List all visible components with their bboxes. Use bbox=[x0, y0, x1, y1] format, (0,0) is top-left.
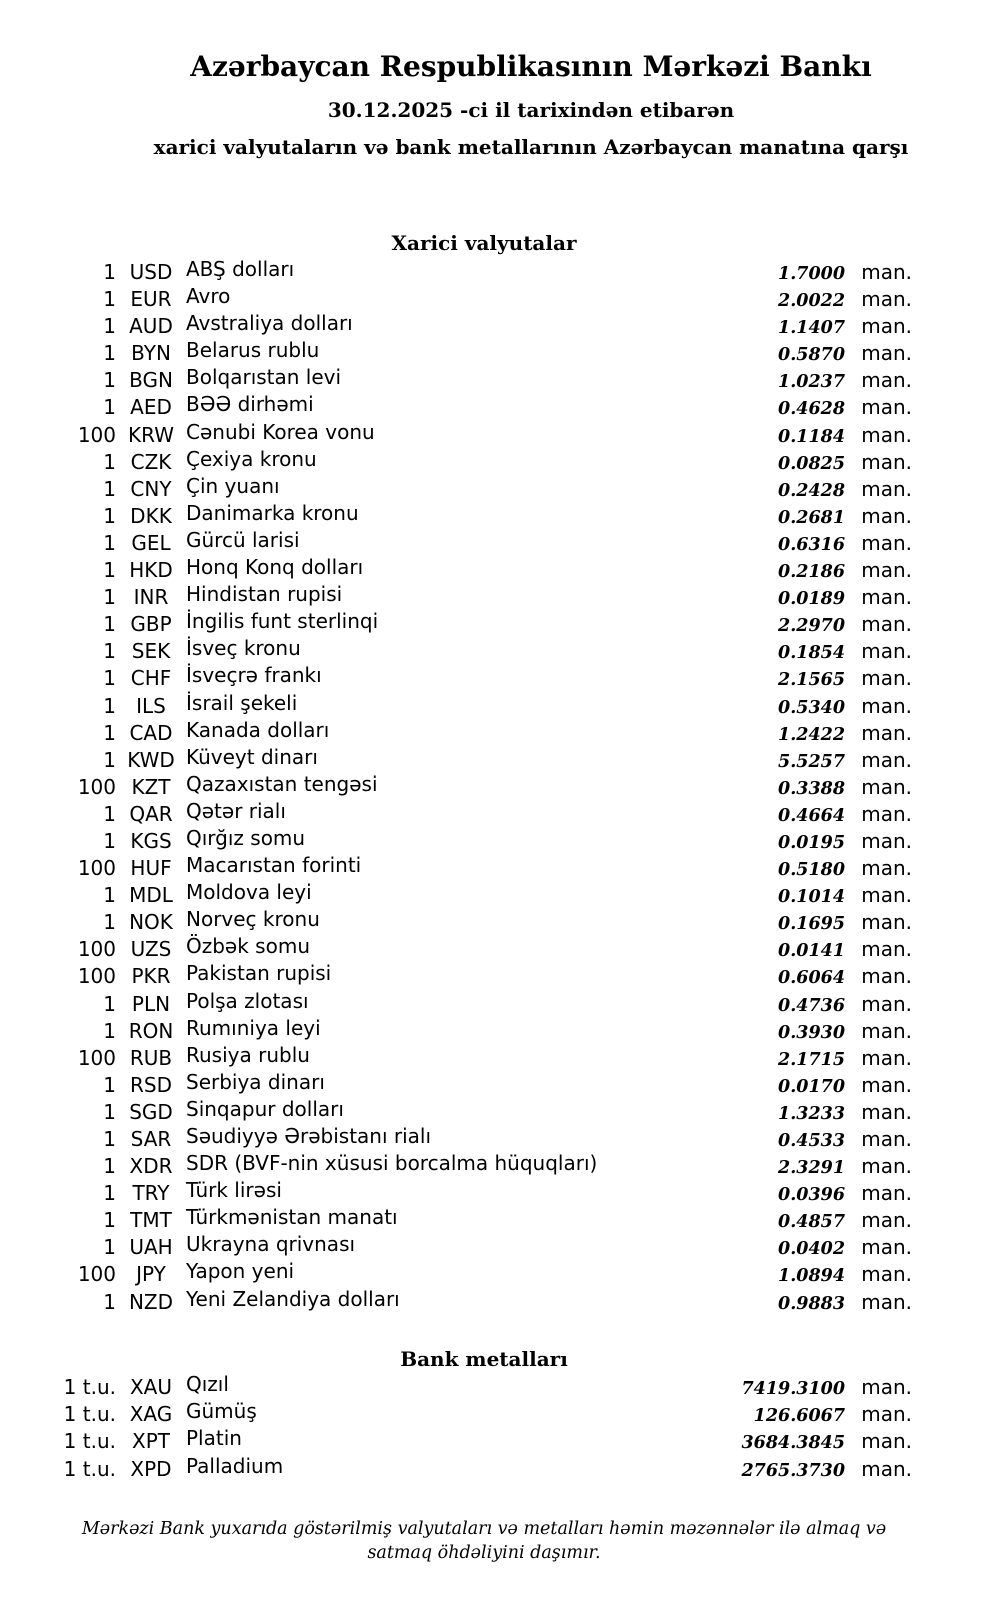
currency-unit: man. bbox=[861, 1099, 912, 1124]
metals-section bbox=[56, 1347, 912, 1485]
currency-unit: man. bbox=[861, 1154, 912, 1179]
currency-code: INR bbox=[133, 585, 169, 610]
currency-name: Danimarka kronu bbox=[186, 500, 359, 525]
currency-rate: 0.1695 bbox=[778, 914, 845, 935]
currency-row bbox=[56, 690, 912, 721]
currency-unit: man. bbox=[861, 937, 912, 962]
currency-code: BYN bbox=[131, 341, 171, 366]
currency-row bbox=[56, 392, 912, 422]
currencies-section-title: Xarici valyutalar bbox=[391, 231, 577, 255]
currency-name: Qətər rialı bbox=[186, 798, 286, 823]
currency-code: XDR bbox=[129, 1154, 173, 1179]
currency-code: BGN bbox=[129, 368, 173, 393]
currency-code: KWD bbox=[127, 747, 175, 772]
metal-rate: 7419.3100 bbox=[741, 1378, 845, 1399]
currency-quantity: 1 bbox=[103, 503, 116, 528]
currency-name: Avro bbox=[186, 284, 231, 309]
currency-rate: 2.3291 bbox=[778, 1158, 845, 1179]
metal-name: Platin bbox=[186, 1426, 242, 1451]
page-header bbox=[66, 50, 996, 159]
currency-row bbox=[56, 853, 912, 883]
currency-row bbox=[56, 880, 912, 910]
currency-unit: man. bbox=[861, 1235, 912, 1260]
currency-unit: man. bbox=[861, 1018, 912, 1043]
currency-rate: 0.0189 bbox=[778, 589, 845, 610]
currency-row bbox=[56, 1232, 912, 1262]
currency-quantity: 1 bbox=[103, 1289, 116, 1314]
currency-unit: man. bbox=[861, 1045, 912, 1070]
currency-unit: man. bbox=[861, 720, 912, 745]
currency-name: Yeni Zelandiya dolları bbox=[186, 1286, 400, 1311]
currency-name: Belarus rublu bbox=[186, 338, 320, 363]
currency-quantity: 100 bbox=[77, 937, 116, 962]
currencies-section bbox=[56, 231, 912, 1317]
currency-rate: 0.3930 bbox=[778, 1022, 845, 1043]
currency-unit: man. bbox=[861, 287, 912, 312]
currency-unit: man. bbox=[861, 883, 912, 908]
currency-quantity: 1 bbox=[103, 585, 116, 610]
currency-quantity: 100 bbox=[77, 1045, 116, 1070]
metals-section-title: Bank metalları bbox=[400, 1346, 568, 1371]
currency-code: SAR bbox=[130, 1127, 172, 1151]
currency-name: Rusiya rublu bbox=[186, 1042, 310, 1067]
currency-rate: 5.5257 bbox=[778, 751, 845, 772]
currency-name: Serbiya dinarı bbox=[186, 1069, 325, 1094]
currency-code: UZS bbox=[130, 937, 172, 962]
currency-quantity: 1 bbox=[103, 991, 116, 1016]
currency-name: Çexiya kronu bbox=[186, 446, 317, 471]
currency-rate: 0.2681 bbox=[778, 507, 845, 528]
metal-rate: 126.6067 bbox=[753, 1406, 845, 1427]
currency-code: RUB bbox=[129, 1045, 173, 1070]
currency-name: İngilis funt sterlinqi bbox=[186, 609, 379, 634]
currency-unit: man. bbox=[861, 341, 912, 366]
currency-row bbox=[56, 338, 912, 368]
currency-quantity: 1 bbox=[103, 341, 116, 366]
currency-row bbox=[56, 907, 912, 937]
currency-quantity: 1 bbox=[103, 287, 116, 312]
currency-name: Polşa zlotası bbox=[186, 988, 309, 1013]
currency-rate: 0.4664 bbox=[778, 805, 845, 826]
currency-rate: 1.0894 bbox=[778, 1266, 845, 1287]
currency-code: TMT bbox=[130, 1208, 172, 1233]
currency-unit: man. bbox=[861, 964, 912, 989]
currency-row bbox=[56, 527, 912, 558]
currency-code: CZK bbox=[130, 449, 172, 474]
currency-quantity: 1 bbox=[103, 395, 116, 420]
currency-code: EUR bbox=[130, 287, 172, 312]
currency-rate: 0.6064 bbox=[778, 968, 845, 989]
currency-quantity: 1 bbox=[103, 314, 116, 339]
currency-row bbox=[56, 419, 912, 450]
currency-row bbox=[56, 961, 912, 991]
currency-rate: 0.4736 bbox=[778, 995, 845, 1016]
currency-code: CAD bbox=[129, 720, 173, 745]
currency-rate: 2.2970 bbox=[778, 616, 845, 637]
currency-rate: 0.0141 bbox=[778, 941, 845, 962]
currency-unit: man. bbox=[861, 260, 912, 284]
currency-name: Türk lirəsi bbox=[186, 1178, 282, 1203]
bank-title: Azərbaycan Respublikasının Mərkəzi Bankı bbox=[190, 50, 872, 83]
currency-row bbox=[56, 1205, 912, 1235]
metal-code: XPD bbox=[130, 1456, 172, 1481]
currency-code: GEL bbox=[131, 530, 171, 555]
currency-row bbox=[56, 1015, 912, 1046]
currency-quantity: 1 bbox=[103, 828, 116, 853]
currency-rate: 1.0237 bbox=[778, 372, 845, 393]
currency-name: Küveyt dinarı bbox=[186, 744, 318, 769]
currency-rate: 0.5340 bbox=[778, 697, 845, 718]
currency-code: HUF bbox=[130, 856, 172, 881]
currency-name: Qırğız somu bbox=[186, 825, 306, 850]
currency-name: Kanada dolları bbox=[186, 717, 330, 742]
currency-rate: 0.1854 bbox=[778, 643, 845, 664]
metal-quantity: 1 t.u. bbox=[63, 1374, 116, 1399]
currency-unit: man. bbox=[861, 1289, 912, 1314]
currency-row bbox=[56, 365, 912, 395]
currency-quantity: 100 bbox=[77, 774, 116, 799]
currency-row bbox=[56, 284, 912, 314]
currency-quantity: 100 bbox=[77, 964, 116, 989]
currency-rate: 0.0402 bbox=[778, 1239, 845, 1260]
currency-row bbox=[56, 934, 912, 964]
currency-code: AUD bbox=[129, 314, 173, 339]
currency-quantity: 1 bbox=[103, 747, 116, 772]
currency-row bbox=[56, 311, 912, 341]
currency-quantity: 1 bbox=[103, 260, 116, 284]
currency-row bbox=[56, 1124, 912, 1154]
currency-quantity: 1 bbox=[103, 1235, 116, 1260]
currency-code: AED bbox=[130, 395, 172, 420]
currency-rate: 0.1014 bbox=[778, 887, 845, 908]
currency-rate: 0.3388 bbox=[778, 778, 845, 799]
currency-name: SDR (BVF-nin xüsusi borcalma hüquqları) bbox=[186, 1151, 598, 1176]
currency-rate: 2.1565 bbox=[778, 670, 845, 691]
currency-code: CHF bbox=[130, 666, 172, 691]
metal-name: Palladium bbox=[186, 1453, 284, 1478]
currency-quantity: 1 bbox=[103, 693, 116, 718]
metals-table bbox=[56, 1371, 912, 1485]
metal-quantity: 1 t.u. bbox=[63, 1429, 116, 1454]
currency-name: Türkmənistan manatı bbox=[186, 1205, 398, 1230]
metal-name: Qızıl bbox=[186, 1371, 229, 1396]
metal-row bbox=[56, 1399, 912, 1429]
currency-table bbox=[56, 257, 912, 1317]
currency-unit: man. bbox=[861, 585, 912, 610]
currency-name: Avstraliya dolları bbox=[186, 311, 353, 336]
metal-unit: man. bbox=[861, 1429, 912, 1454]
currency-name: Səudiyyə Ərəbistanı rialı bbox=[186, 1124, 432, 1148]
metal-unit: man. bbox=[861, 1456, 912, 1481]
metal-row bbox=[56, 1426, 912, 1456]
currency-quantity: 1 bbox=[103, 1181, 116, 1206]
currency-name: Bolqarıstan levi bbox=[186, 365, 342, 390]
currency-code: NZD bbox=[128, 1289, 174, 1314]
currency-name: Pakistan rupisi bbox=[186, 961, 332, 986]
currency-quantity: 1 bbox=[103, 910, 116, 935]
metal-row bbox=[56, 1453, 912, 1484]
currency-unit: man. bbox=[861, 747, 912, 772]
page-subtitle: xarici valyutaların və bank metallarının Azərbaycan manatına qarşı bbox=[153, 135, 909, 159]
currency-row bbox=[56, 609, 912, 639]
page-footer bbox=[56, 1517, 912, 1565]
currency-row bbox=[56, 473, 912, 504]
currency-quantity: 1 bbox=[103, 883, 116, 908]
metal-row bbox=[56, 1371, 912, 1402]
currency-row bbox=[56, 798, 912, 829]
currency-code: UAH bbox=[129, 1235, 173, 1260]
currency-row bbox=[56, 1259, 912, 1289]
disclaimer-text: Mərkəzi Bank yuxarıda göstərilmiş valyutaları və metalları həmin məzənnələr ilə almaq və satmaq öhdəliyini daşımır. bbox=[81, 1519, 887, 1564]
currency-unit: man. bbox=[861, 558, 912, 583]
currency-row bbox=[56, 825, 912, 856]
currency-unit: man. bbox=[861, 530, 912, 555]
currency-code: KRW bbox=[128, 422, 174, 447]
currency-unit: man. bbox=[861, 991, 912, 1016]
currency-code: JPY bbox=[136, 1262, 166, 1287]
currency-rate: 0.0170 bbox=[778, 1076, 845, 1097]
currency-code: RON bbox=[128, 1018, 174, 1043]
currency-quantity: 1 bbox=[103, 1154, 116, 1179]
metal-quantity: 1 t.u. bbox=[63, 1402, 116, 1427]
currency-rate: 0.6316 bbox=[778, 534, 845, 555]
currency-row bbox=[56, 717, 912, 748]
metal-unit: man. bbox=[861, 1402, 912, 1427]
currency-row bbox=[56, 582, 912, 612]
currency-rate: 0.4857 bbox=[778, 1212, 845, 1233]
currency-quantity: 1 bbox=[103, 558, 116, 583]
currency-unit: man. bbox=[861, 666, 912, 691]
currency-quantity: 1 bbox=[103, 1127, 116, 1151]
currency-quantity: 1 bbox=[103, 720, 116, 745]
currency-quantity: 1 bbox=[103, 368, 116, 393]
currency-name: Rumıniya leyi bbox=[186, 1015, 321, 1040]
currency-row bbox=[56, 988, 912, 1019]
currency-unit: man. bbox=[861, 801, 912, 826]
currency-row bbox=[56, 446, 912, 477]
currency-code: DKK bbox=[130, 503, 172, 528]
currency-code: ILS bbox=[136, 693, 166, 718]
currency-rate: 0.4533 bbox=[778, 1131, 845, 1151]
currency-code: KGS bbox=[130, 828, 172, 853]
currency-name: Qazaxıstan tengəsi bbox=[186, 771, 378, 796]
currency-row bbox=[56, 636, 912, 666]
currency-row bbox=[56, 1042, 912, 1073]
currency-code: QAR bbox=[129, 801, 173, 826]
currency-quantity: 1 bbox=[103, 1208, 116, 1233]
currency-code: MDL bbox=[129, 883, 173, 908]
currency-unit: man. bbox=[861, 1262, 912, 1287]
currency-unit: man. bbox=[861, 1072, 912, 1097]
currency-name: İsveçrə frankı bbox=[186, 663, 322, 688]
currency-row bbox=[56, 500, 912, 531]
currency-quantity: 1 bbox=[103, 530, 116, 555]
currency-unit: man. bbox=[861, 612, 912, 637]
currency-code: KZT bbox=[131, 774, 171, 799]
currency-code: TRY bbox=[132, 1181, 170, 1206]
currency-unit: man. bbox=[861, 395, 912, 420]
currency-name: Ukrayna qrivnası bbox=[186, 1232, 356, 1257]
currency-rate: 0.0195 bbox=[778, 832, 845, 853]
currency-name: Hindistan rupisi bbox=[186, 582, 343, 607]
currency-code: USD bbox=[129, 260, 173, 284]
currency-unit: man. bbox=[861, 828, 912, 853]
currency-row bbox=[56, 555, 912, 585]
currency-rate: 1.7000 bbox=[778, 264, 845, 284]
currency-code: SEK bbox=[131, 639, 171, 664]
currency-unit: man. bbox=[861, 368, 912, 393]
currency-code: PKR bbox=[131, 964, 171, 989]
currency-rate: 0.5180 bbox=[778, 860, 845, 881]
metal-rate: 2765.3730 bbox=[741, 1460, 845, 1481]
currency-unit: man. bbox=[861, 1208, 912, 1233]
currency-quantity: 100 bbox=[77, 856, 116, 881]
currency-code: SGD bbox=[129, 1099, 173, 1124]
currency-rate: 0.0396 bbox=[778, 1185, 845, 1206]
currency-code: GBP bbox=[130, 612, 172, 637]
currency-name: Macarıstan forinti bbox=[186, 853, 362, 878]
metal-code: XAU bbox=[129, 1374, 173, 1399]
currency-row bbox=[56, 1069, 912, 1100]
currency-rate: 0.9883 bbox=[778, 1293, 845, 1314]
currency-rate: 0.2428 bbox=[778, 480, 845, 501]
currency-quantity: 1 bbox=[103, 449, 116, 474]
currency-unit: man. bbox=[861, 314, 912, 339]
currency-unit: man. bbox=[861, 1181, 912, 1206]
currency-rate: 1.2422 bbox=[778, 724, 845, 745]
currency-name: Gürcü larisi bbox=[186, 527, 300, 552]
currency-code: PLN bbox=[131, 991, 171, 1016]
currency-unit: man. bbox=[861, 774, 912, 799]
currency-quantity: 1 bbox=[103, 801, 116, 826]
currency-quantity: 1 bbox=[103, 1072, 116, 1097]
currency-name: Özbək somu bbox=[186, 934, 310, 959]
metal-code: XAG bbox=[129, 1402, 173, 1427]
currency-code: NOK bbox=[129, 910, 173, 935]
currency-quantity: 1 bbox=[103, 639, 116, 664]
currency-unit: man. bbox=[861, 693, 912, 718]
currency-row bbox=[56, 1286, 912, 1317]
currency-unit: man. bbox=[861, 476, 912, 501]
effective-date-line: 30.12.2025 -ci il tarixindən etibarən bbox=[327, 98, 735, 122]
currency-row bbox=[56, 663, 912, 693]
currency-rate: 0.4628 bbox=[778, 399, 845, 420]
currency-name: Çin yuanı bbox=[186, 473, 280, 498]
currency-row bbox=[56, 1178, 912, 1208]
metal-code: XPT bbox=[132, 1429, 170, 1454]
currency-name: Cənubi Korea vonu bbox=[186, 419, 375, 444]
currency-code: CNY bbox=[130, 476, 172, 501]
currency-code: RSD bbox=[130, 1072, 172, 1097]
currency-rate: 0.2186 bbox=[778, 562, 845, 583]
currency-rate: 2.1715 bbox=[778, 1049, 845, 1070]
currency-unit: man. bbox=[861, 639, 912, 664]
currency-quantity: 1 bbox=[103, 1099, 116, 1124]
metal-rate: 3684.3845 bbox=[741, 1433, 845, 1454]
currency-quantity: 1 bbox=[103, 1018, 116, 1043]
currency-row bbox=[56, 1096, 912, 1127]
currency-rate: 0.0825 bbox=[778, 453, 845, 474]
currency-unit: man. bbox=[861, 856, 912, 881]
currency-row bbox=[56, 1151, 912, 1181]
currency-unit: man. bbox=[861, 422, 912, 447]
metal-name: Gümüş bbox=[186, 1399, 257, 1424]
currency-code: HKD bbox=[129, 558, 173, 583]
currency-name: Yapon yeni bbox=[186, 1259, 295, 1284]
currency-name: Moldova leyi bbox=[186, 880, 312, 905]
currency-quantity: 100 bbox=[77, 1262, 116, 1287]
currency-name: Honq Konq dolları bbox=[186, 555, 364, 580]
metal-unit: man. bbox=[861, 1374, 912, 1399]
currency-row bbox=[56, 257, 912, 287]
currency-row bbox=[56, 771, 912, 802]
currency-quantity: 100 bbox=[77, 422, 116, 447]
metal-quantity: 1 t.u. bbox=[63, 1456, 116, 1481]
currency-name: İsrail şekeli bbox=[186, 690, 298, 715]
currency-name: BƏƏ dirhəmi bbox=[186, 392, 314, 417]
currency-unit: man. bbox=[861, 910, 912, 935]
currency-quantity: 1 bbox=[103, 666, 116, 691]
currency-quantity: 1 bbox=[103, 476, 116, 501]
currency-unit: man. bbox=[861, 449, 912, 474]
currency-rate: 0.5870 bbox=[778, 345, 845, 366]
currency-name: ABŞ dolları bbox=[186, 257, 295, 281]
currency-name: Norveç kronu bbox=[186, 907, 320, 932]
currency-rate: 0.1184 bbox=[778, 426, 845, 447]
currency-rate: 2.0022 bbox=[778, 291, 845, 312]
currency-rate: 1.1407 bbox=[778, 318, 845, 339]
currency-unit: man. bbox=[861, 1127, 912, 1151]
currency-quantity: 1 bbox=[103, 612, 116, 637]
currency-name: Sinqapur dolları bbox=[186, 1096, 344, 1121]
currency-unit: man. bbox=[861, 503, 912, 528]
currency-rate: 1.3233 bbox=[778, 1103, 845, 1124]
currency-name: İsveç kronu bbox=[186, 636, 301, 661]
currency-row bbox=[56, 744, 912, 775]
